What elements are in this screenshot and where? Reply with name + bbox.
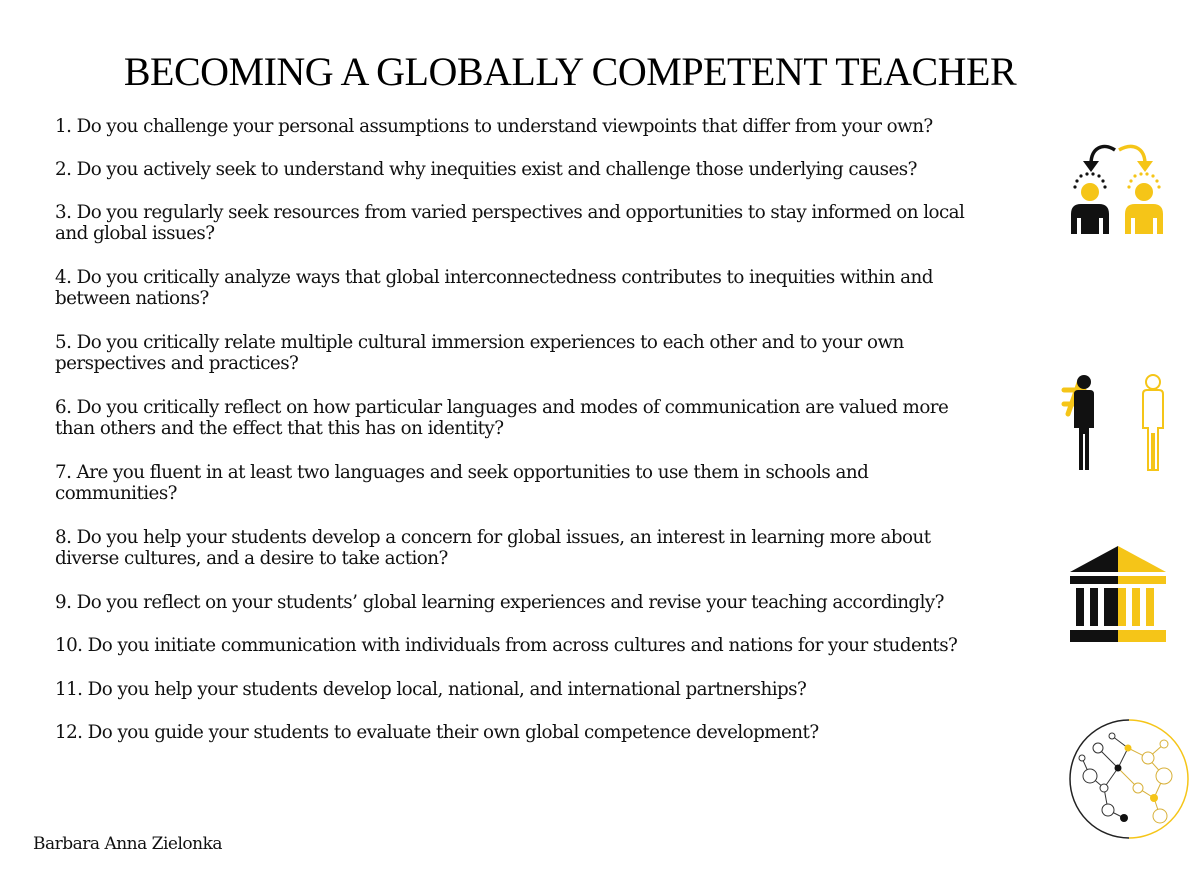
network-globe-icon — [1068, 718, 1190, 840]
question-item: 9. Do you reflect on your students’ global learning experiences and revise your teaching accordingly? — [55, 592, 944, 613]
question-list — [55, 116, 985, 765]
question-item: 10. Do you initiate communication with individuals from across cultures and nations for your students? — [55, 635, 958, 656]
question-item: 6. Do you critically reflect on how particular languages and modes of communication are valued more than others and the effect that this has on identity? — [55, 397, 949, 439]
question-item: 1. Do you challenge your personal assumptions to understand viewpoints that differ from your own? — [55, 116, 933, 137]
question-item: 11. Do you help your students develop local, national, and international partnerships? — [55, 679, 807, 700]
exchange-people-icon — [1063, 140, 1173, 236]
question-item: 12. Do you guide your students to evaluate their own global competence development? — [55, 722, 819, 743]
question-item: 2. Do you actively seek to understand why inequities exist and challenge those underlying causes? — [55, 159, 917, 180]
page-title: BECOMING A GLOBALLY COMPETENT TEACHER — [123, 49, 1017, 94]
question-item: 7. Are you fluent in at least two languages and seek opportunities to use them in schools and communities? — [55, 462, 869, 504]
question-item: 3. Do you regularly seek resources from varied perspectives and opportunities to stay informed on local and global issues? — [55, 202, 965, 244]
institution-icon — [1068, 544, 1168, 644]
question-item: 4. Do you critically analyze ways that global interconnectedness contributes to inequities within and between nations? — [55, 267, 933, 309]
not-equal-people-icon — [1058, 368, 1173, 474]
author-credit: Barbara Anna Zielonka — [33, 834, 223, 854]
question-item: 8. Do you help your students develop a concern for global issues, an interest in learning more about diverse cultures, and a desire to take action? — [55, 527, 931, 569]
question-item: 5. Do you critically relate multiple cultural immersion experiences to each other and to your own perspectives and practices? — [55, 332, 904, 374]
